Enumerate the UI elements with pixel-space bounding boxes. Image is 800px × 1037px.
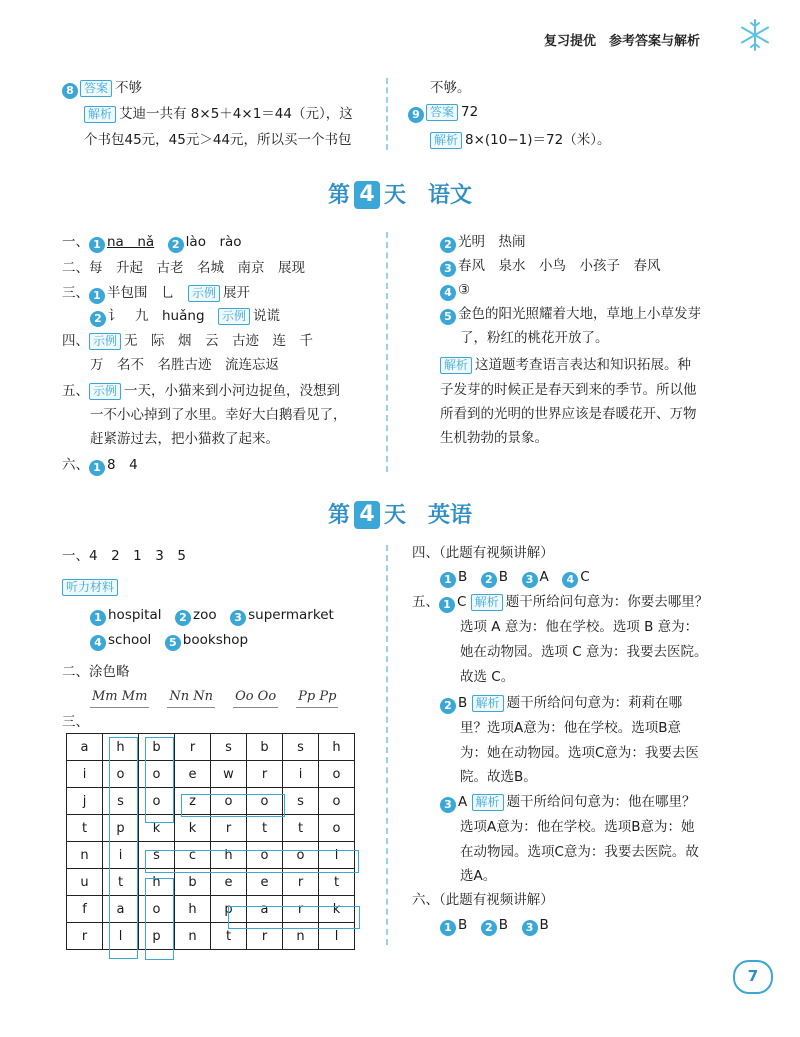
grid-cell: t	[283, 815, 319, 842]
grid-cell: t	[211, 923, 247, 950]
grid-cell: p	[139, 923, 175, 950]
english-q5-2-line4: 院。故选B。	[460, 769, 537, 785]
analysis-tag: 解析	[84, 106, 116, 123]
answer-8: 8 答案 不够	[62, 78, 142, 99]
answer-tag: 答案	[80, 80, 112, 97]
chinese-q5-line3: 赶紧游过去，把小猫救了起来。	[90, 431, 279, 447]
chinese-q6-3: 3 春风 泉水 小鸟 小孩子 春风	[440, 256, 661, 277]
grid-cell: s	[283, 788, 319, 815]
section-title-chinese: 第 4 天 语文	[327, 182, 473, 208]
grid-cell: o	[247, 842, 283, 869]
english-q5-3-line1: 3 A 解析 题干所给问句意为：他在哪里？	[440, 792, 696, 813]
english-q5-3-line3: 在动物园。选项C意为：我要去医院。故	[460, 844, 699, 860]
chinese-q6-5-line2: 了，粉红的桃花开放了。	[460, 330, 609, 346]
grid-cell: h	[139, 869, 175, 896]
grid-cell: k	[139, 815, 175, 842]
grid-cell: l	[319, 923, 355, 950]
question-number: 8	[62, 83, 78, 99]
english-q6: 六、（此题有视频讲解）	[412, 892, 554, 908]
word-highlight-zoo	[181, 794, 285, 817]
chinese-analysis-line2: 子发芽的时候正是春天到来的季节。所以他	[440, 382, 697, 398]
word-highlight-school	[145, 850, 359, 873]
grid-cell: o	[247, 788, 283, 815]
chinese-q5-line2: 一不小心掉到了水里。幸好大白鹅看见了，	[90, 407, 347, 423]
analysis-9: 解析 8×(10−1)＝72（米）。	[430, 130, 610, 150]
grid-cell: i	[283, 761, 319, 788]
chinese-q6-5-line1: 5 金色的阳光照耀着大地，草地上小草发芽	[440, 304, 701, 325]
column-divider	[386, 78, 388, 150]
grid-cell: k	[175, 815, 211, 842]
english-q5-2-line2: 里？选项A意为：他在学校。选项B意	[460, 720, 681, 736]
english-q5-1-line1: 五、 1 C 解析 题干所给问句意为：你要去哪里？	[412, 594, 709, 611]
section-title-english: 第 4 天 英语	[327, 502, 473, 528]
english-q5-3-line4: 选A。	[460, 868, 497, 884]
chinese-q3-1: 三、 1 半包围 乚 示例 展开	[62, 285, 251, 302]
grid-cell: o	[319, 815, 355, 842]
chinese-q4-line1: 四、 示例 无 际 烟 云 古迹 连 千	[62, 333, 314, 349]
grid-cell: w	[211, 761, 247, 788]
grid-cell: e	[175, 761, 211, 788]
grid-cell: i	[67, 761, 103, 788]
english-q6-answers: 1 B 2 B 3 B	[440, 915, 549, 936]
chinese-q6: 六、 1 8 4	[62, 457, 138, 474]
grid-cell: b	[139, 734, 175, 761]
english-q4-answers: 1 B 2 B 3 A 4 C	[440, 567, 590, 588]
grid-cell: o	[139, 761, 175, 788]
grid-cell: n	[67, 842, 103, 869]
english-q5-2-line1: 2 B 解析 题干所给问句意为：莉莉在哪	[440, 693, 682, 714]
grid-cell: e	[247, 869, 283, 896]
grid-cell: s	[139, 842, 175, 869]
grid-cell: o	[139, 896, 175, 923]
grid-cell: a	[103, 896, 139, 923]
header-title: 复习提优 参考答案与解析	[544, 34, 701, 49]
answer-tag: 答案	[426, 104, 458, 121]
grid-cell: o	[319, 761, 355, 788]
grid-cell: o	[211, 788, 247, 815]
english-q3-label: 三、	[62, 714, 89, 730]
grid-cell: s	[211, 734, 247, 761]
page-number: 7	[733, 960, 773, 994]
answer-8-continued: 不够。	[430, 80, 471, 96]
word-highlight-park	[228, 906, 360, 929]
day-badge: 4	[354, 181, 380, 209]
chinese-q3-2: 2 讠 九 huǎng 示例 说谎	[90, 306, 280, 327]
word-highlight-hospital	[109, 737, 138, 959]
grid-cell: t	[247, 815, 283, 842]
question-number: 9	[408, 107, 424, 123]
grid-cell: a	[67, 734, 103, 761]
analysis-8-line1: 解析 艾迪一共有 8×5＋4×1＝44（元），这	[84, 104, 353, 124]
grid-cell: r	[283, 869, 319, 896]
english-q5-1-line2: 选项 A 意为：他在学校。选项 B 意为：	[460, 619, 699, 635]
english-q5-2-line3: 为：她在动物园。选项C意为：我要去医	[460, 745, 699, 761]
grid-cell: o	[103, 761, 139, 788]
grid-cell: b	[247, 734, 283, 761]
grid-cell: s	[103, 788, 139, 815]
analysis-tag: 解析	[430, 132, 462, 149]
grid-cell: h	[175, 896, 211, 923]
analysis-8-line2: 个书包45元，45元＞44元，所以买一个书包	[84, 132, 352, 148]
grid-cell: c	[175, 842, 211, 869]
listening-items-row2: 4 school 5 bookshop	[90, 630, 248, 651]
word-highlight-book	[145, 737, 174, 823]
grid-cell: n	[175, 923, 211, 950]
grid-cell: e	[211, 869, 247, 896]
chinese-analysis-line1: 解析 这道题考查语言表达和知识拓展。种	[440, 355, 691, 375]
grid-cell: n	[283, 923, 319, 950]
grid-cell: h	[103, 734, 139, 761]
grid-cell: r	[247, 761, 283, 788]
chinese-q1: 一、 1 na nǎ 2 lào rào	[62, 234, 242, 251]
listening-items-row1: 1 hospital 2 zoo 3 supermarket	[90, 605, 334, 626]
grid-cell: z	[175, 788, 211, 815]
column-divider	[386, 232, 388, 472]
grid-cell: t	[67, 815, 103, 842]
english-q5-1-line3: 她在动物园。选项 C 意为：我要去医院。	[460, 644, 708, 660]
grid-cell: l	[103, 923, 139, 950]
english-q5-3-line2: 选项A意为：他在学校。选项B意为：她	[460, 819, 695, 835]
grid-cell: r	[211, 815, 247, 842]
grid-cell: b	[175, 869, 211, 896]
english-q2: 二、涂色略	[62, 664, 130, 680]
grid-cell: p	[103, 815, 139, 842]
grid-cell: s	[283, 734, 319, 761]
grid-cell: l	[319, 842, 355, 869]
english-q5-1-line4: 故选 C。	[460, 669, 515, 685]
word-highlight-shop	[145, 878, 174, 960]
chinese-q6-4: 4 ③	[440, 280, 470, 301]
snowflake-icon	[738, 18, 772, 52]
column-divider	[386, 545, 388, 945]
grid-cell: h	[211, 842, 247, 869]
chinese-analysis-line3: 所看到的光明的世界应该是春暖花开、万物	[440, 406, 697, 422]
answer-9: 9 答案 72	[408, 102, 478, 123]
handwriting-letters: Mm Mm Nn Nn Oo Oo Pp Pp	[90, 686, 356, 708]
grid-cell: t	[103, 869, 139, 896]
english-q1: 一、4 2 1 3 5	[62, 548, 186, 564]
chinese-q6-2: 2 光明 热闹	[440, 232, 526, 253]
grid-cell: r	[175, 734, 211, 761]
grid-cell: r	[67, 923, 103, 950]
grid-cell: a	[247, 896, 283, 923]
grid-cell: r	[283, 896, 319, 923]
grid-cell: j	[67, 788, 103, 815]
grid-cell: r	[247, 923, 283, 950]
grid-cell: i	[103, 842, 139, 869]
grid-cell: o	[283, 842, 319, 869]
grid-cell: p	[211, 896, 247, 923]
grid-cell: u	[67, 869, 103, 896]
listening-material-tag: 听力材料	[62, 577, 121, 597]
chinese-q5-line1: 五、 示例 一天，小猫来到小河边捉鱼，没想到	[62, 383, 341, 399]
english-q4: 四、（此题有视频讲解）	[412, 545, 554, 561]
chinese-q4-line2: 万 名不 名胜古迹 流连忘返	[90, 357, 279, 373]
day-badge: 4	[354, 501, 380, 529]
chinese-analysis-line4: 生机勃勃的景象。	[440, 430, 548, 446]
grid-cell: f	[67, 896, 103, 923]
chinese-q2: 二、每 升起 古老 名城 南京 展现	[62, 260, 305, 276]
grid-cell: h	[319, 734, 355, 761]
grid-cell: o	[319, 788, 355, 815]
grid-cell: o	[139, 788, 175, 815]
grid-cell: t	[319, 869, 355, 896]
grid-cell: k	[319, 896, 355, 923]
